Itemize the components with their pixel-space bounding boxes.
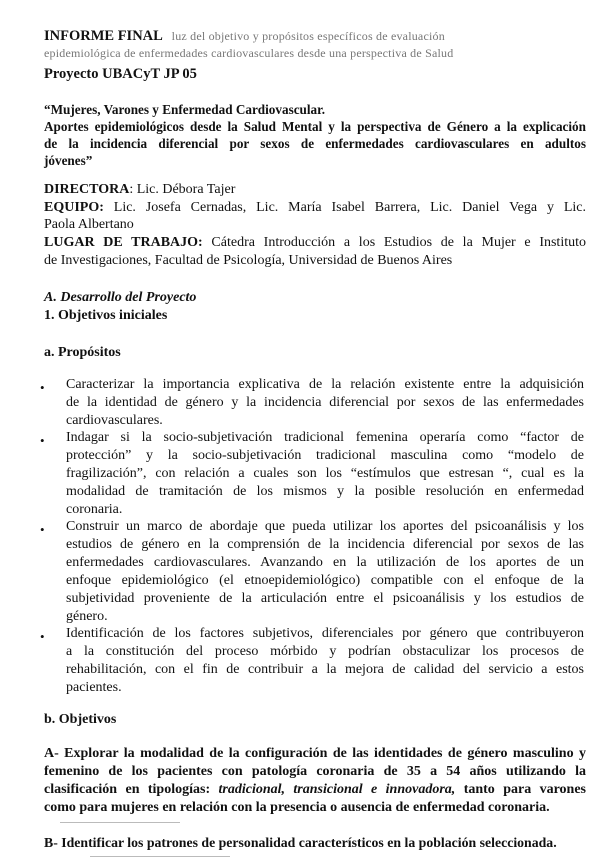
report-title: INFORME FINAL: [44, 28, 163, 44]
objective-a-line-4: como para mujeres en relación con la presencia o ausencia de enfermedad coronaria.: [44, 800, 550, 815]
bullet-icon: •: [40, 522, 45, 537]
section-1-heading: 1. Objetivos iniciales: [44, 308, 168, 323]
project-title-line-3: de la incidencia diferencial por sexos de enfermedades cardiovasculares en adultos: [44, 136, 586, 151]
bullet-icon: •: [40, 629, 45, 644]
bullet-2-line-3: fragilización”, con relación a cuales son los “estímulos que estresan “, cual es la: [66, 466, 584, 481]
objective-a-typologies: tradicional, transicional e innovadora,: [218, 782, 456, 797]
team-value: Lic. Josefa Cernadas, Lic. María Isabel Barrera, Lic. Daniel Vega y Lic.: [103, 200, 586, 215]
bullet-2-line-1: Indagar si la socio-subjetivación tradicional femenina operaría como “factor de: [66, 430, 584, 445]
objective-a-line-3-pre: clasificación en tipologías:: [44, 782, 219, 797]
director-label: DIRECTORA: [44, 182, 130, 197]
project-title-line-1: “Mujeres, Varones y Enfermedad Cardiovascular.: [44, 102, 326, 117]
project-title-line-2: Aportes epidemiológicos desde la Salud Mental y la perspectiva de Género a la explicación: [44, 119, 586, 134]
scan-noise: [90, 856, 230, 857]
objective-a-line-2: femenino de los pacientes con patología coronaria de 35 a 54 años utilizando la: [44, 764, 586, 779]
bullet-1-line-2: de la identidad de género y la incidencia diferencial por sexos de las enfermedades: [66, 395, 584, 410]
workplace-value: Cátedra Introducción a los Estudios de la Mujer e Instituto: [202, 235, 586, 250]
bullet-icon: •: [40, 380, 45, 395]
objective-b-line: B- Identificar los patrones de personalidad característicos en la población seleccionada.: [44, 835, 557, 850]
bullet-4-line-4: pacientes.: [66, 680, 122, 695]
scan-noise: [60, 822, 180, 823]
workplace-line-1: [44, 235, 586, 251]
bullet-3-line-3: enfermedades cardiovasculares. Avanzando en la utilización de los aportes de un: [66, 555, 584, 570]
objective-a-line-3-post: tanto para varones: [455, 782, 586, 797]
bullet-2-line-5: coronaria.: [66, 502, 123, 517]
bullet-4-line-2: a la constitución del proceso mórbido y podrían obstaculizar los procesos de: [66, 644, 584, 659]
team-line-1: [44, 200, 586, 216]
bullet-4-line-1: Identificación de los factores subjetivos, diferenciales por género que contribuyeron: [66, 626, 584, 641]
bullet-3-line-6: género.: [66, 609, 108, 624]
bullet-3-line-1: Construir un marco de abordaje que pueda utilizar los aportes del psicoanálisis y los: [66, 519, 584, 534]
bullet-1-line-3: cardiovasculares.: [66, 413, 163, 428]
director-line: [44, 182, 235, 198]
project-code: Proyecto UBACyT JP 05: [44, 66, 197, 82]
bullet-icon: •: [40, 433, 45, 448]
bullet-4-line-3: rehabilitación, con el fin de contribuir a la mejora de calidad del servicio a estos: [66, 662, 584, 677]
bullet-3-line-4: enfoque epidemiológico (el etnoepidemiológico) compatible con el enfoque de la: [66, 573, 584, 588]
purposes-heading: a. Propósitos: [44, 345, 121, 360]
bullet-3-line-5: subjetividad proveniente de la articulación entre el psicoanálisis y los estudios de: [66, 591, 584, 606]
faint-header-text-2: epidemiológica de enfermedades cardiovasculares desde una perspectiva de Salud: [44, 46, 454, 60]
team-line-2: Paola Albertano: [44, 217, 134, 232]
objectives-heading: b. Objetivos: [44, 712, 117, 727]
team-label: EQUIPO:: [44, 200, 104, 215]
bullet-2-line-2: protección” y la socio-subjetivación tradicional masculina como “modelo de: [66, 448, 584, 463]
report-header-line: [44, 28, 445, 45]
director-value: : Lic. Débora Tajer: [129, 182, 236, 197]
workplace-label: LUGAR DE TRABAJO:: [44, 235, 203, 250]
faint-header-text-1: luz del objetivo y propósitos específicos de evaluación: [171, 29, 445, 43]
bullet-3-line-2: estudios de género en la comprensión de la incidencia diferencial por sexos de las: [66, 537, 584, 552]
bullet-2-line-4: modalidad de tramitación de los mismos y la posible resolución en enfermedad: [66, 484, 584, 499]
project-title-line-4: jóvenes”: [44, 153, 93, 168]
workplace-line-2: de Investigaciones, Facultad de Psicología, Universidad de Buenos Aires: [44, 253, 453, 268]
objective-a-line-3: [44, 782, 586, 798]
objective-a-line-1: A- Explorar la modalidad de la configuración de las identidades de género masculino y: [44, 746, 586, 761]
bullet-1-line-1: Caracterizar la importancia explicativa de la relación existente entre la adquisición: [66, 377, 584, 392]
section-a-heading: A. Desarrollo del Proyecto: [44, 290, 197, 305]
